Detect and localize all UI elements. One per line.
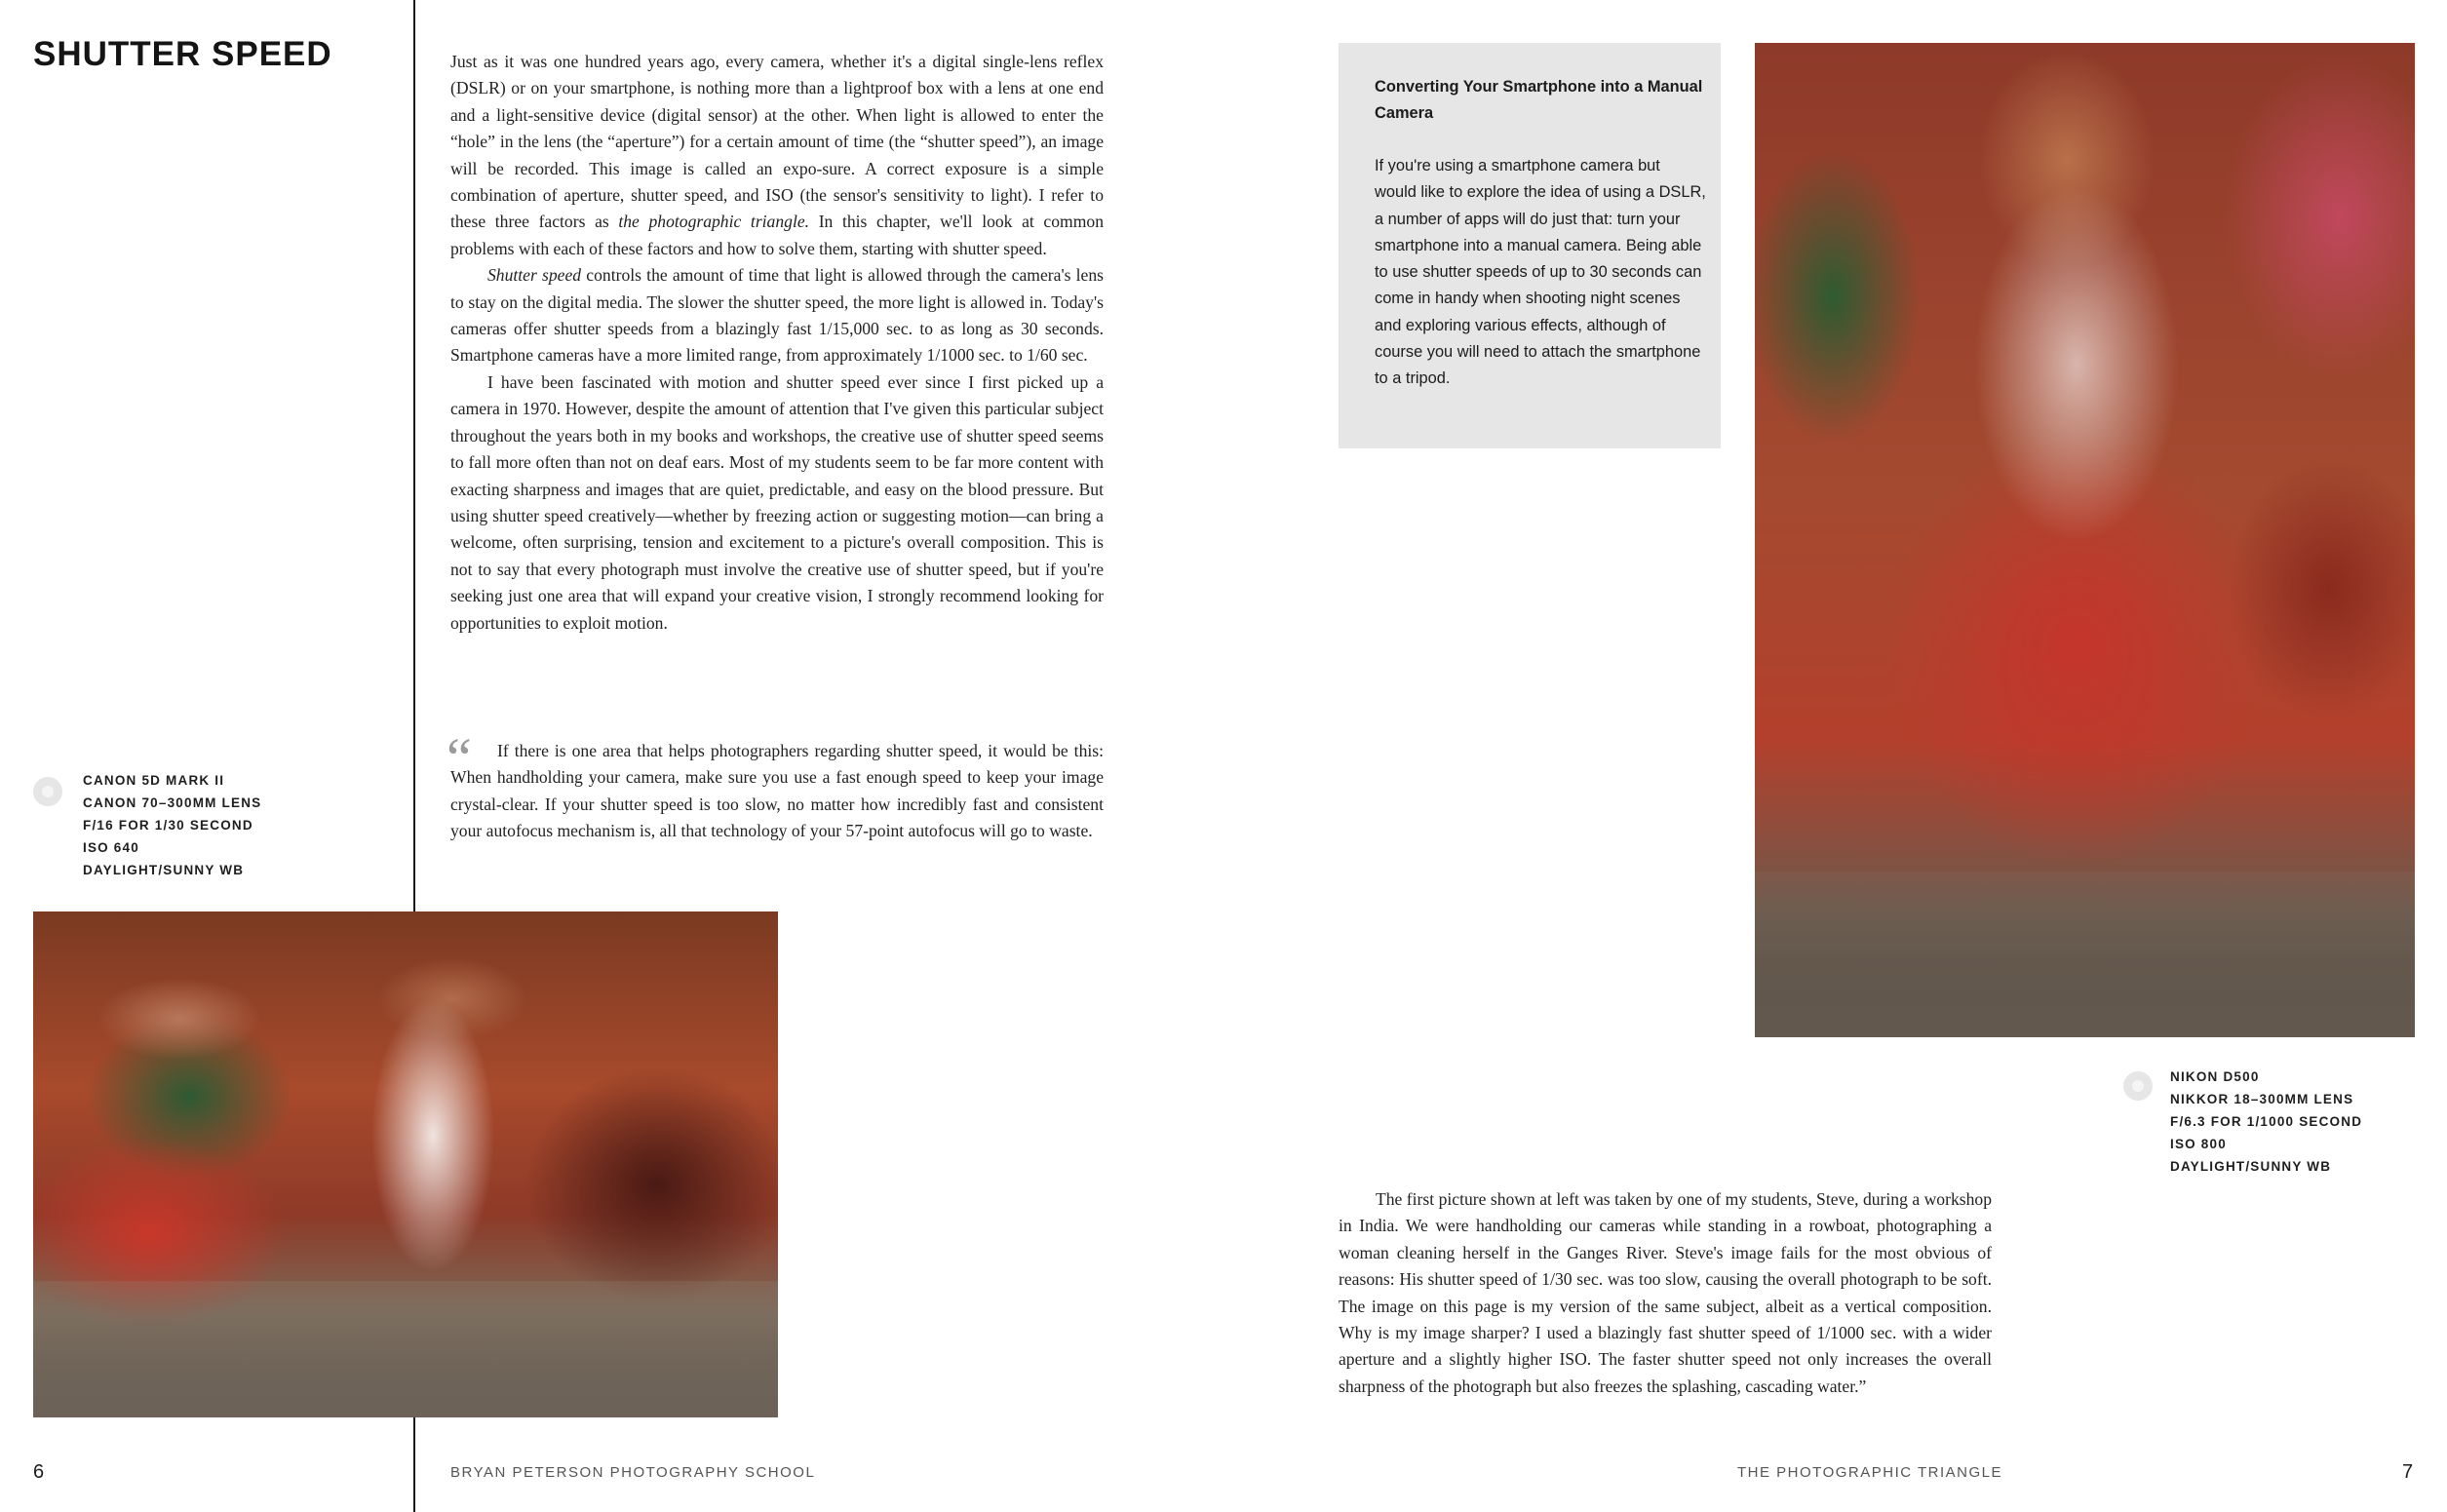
running-head-right: THE PHOTOGRAPHIC TRIANGLE [1737, 1464, 2002, 1481]
sidebar-title: Converting Your Smartphone into a Manual Camera [1375, 78, 1703, 123]
paragraph-intro: Just as it was one hundred years ago, every camera, whether it's a digital single-lens reflex (DSLR) or on your smartphone, is nothing more than a lightproof box with a lens at one end and a light-sensitive device (digital sensor) at the other. When light is allowed to enter the “hole” in the lens (the “aperture”) for a certain amount of time (the “shutter speed”), an image will be recorded. This image is called an expo-sure. A correct exposure is a simple combination of aperture, shutter speed, and ISO (the sensor's sensitivity to light). I refer to these three factors as the photographic triangle. In this chapter, we'll look at common problems with each of these factors and how to solve them, starting with shutter speed. [450, 52, 1105, 258]
sidebar-body: If you're using a smartphone camera but would like to explore the idea of using a DSLR, a number of apps will do just that: turn your smartphone into a manual camera. Being able to use shutter speeds of up to 30 seconds can come in handy when shooting night scenes and exploring various effects, although of course you will need to attach the smartphone to a tripod. [1375, 157, 1706, 388]
camera-settings-right: NIKON D500 NIKKOR 18–300MM LENS F/6.3 FOR 1/1000 SECOND ISO 800 DAYLIGHT/SUNNY WB [2170, 1069, 2363, 1174]
page-number-left: 6 [33, 1461, 45, 1483]
paragraph-comparison: The first picture shown at left was taken by one of my students, Steve, during a workshop in India. We were handholding our cameras while standing in a rowboat, photographing a woman cleaning herself in the Ganges River. Steve's image fails for the most obvious of reasons: His shutter speed of 1/30 sec. was too slow, causing the overall photograph to be soft. The image on this page is my version of the same subject, albeit as a vertical composition. Why is my image sharper? I used a blazingly fast shutter speed of 1/1000 sec. with a wider aperture and a slightly higher ISO. The faster shutter speed not only increases the overall sharpness of the photograph but also freezes the splashing, cascading water.” [1339, 1189, 1992, 1396]
body-text-right [1339, 1186, 1992, 1400]
camera-info-icon [2123, 1071, 2153, 1101]
photo-woman-splashing-sharp [1755, 43, 2415, 1037]
photo-water [33, 1281, 778, 1417]
photo-woman-splashing-soft [33, 911, 778, 1417]
page-number-right: 7 [2402, 1461, 2414, 1483]
camera-info-icon [33, 777, 62, 806]
paragraph-motion: I have been fascinated with motion and shutter speed ever since I first picked up a camera in 1970. However, despite the amount of attention that I've given this particular subject throughout the years both in my books and workshops, the creative use of shutter speed seems to fall more often than not on deaf ears. Most of my students seem to be far more content with exacting sharpness and images that are quiet, predictable, and easy on the blood pressure. But using shutter speed creatively—whether by freezing action or suggesting motion—can bring a welcome, often surprising, tension and excitement to a picture's overall composition. This is not to say that every photograph must involve the creative use of shutter speed, but if you're seeking just one area that will expand your creative vision, I strongly recommend looking for opportunities to exploit motion. [450, 371, 1104, 633]
body-text-left [450, 49, 1104, 637]
italic-term: Shutter speed [487, 265, 582, 286]
chapter-title: SHUTTER SPEED [33, 35, 332, 73]
running-head-left: BRYAN PETERSON PHOTOGRAPHY SCHOOL [450, 1464, 816, 1481]
italic-term: the photographic triangle. [618, 212, 810, 232]
paragraph-shutter-speed: Shutter speed controls the amount of time that light is allowed through the camera's lens to stay on the digital media. The slower the shutter speed, the more light is allowed in. Today's cameras offer shutter speeds from a blazingly fast 1/15,000 sec. to as long as 30 seconds. Smartphone cameras have a more limited range, from approximately 1/1000 sec. to 1/60 sec. [450, 265, 1104, 366]
pull-quote: If there is one area that helps photographers regarding shutter speed, it would be this: When handholding your camera, make sure you use a fast enough speed to keep your image crystal-clear. If your shutter speed is too slow, no matter how incredibly fast and consistent your autofocus mechanism is, all that technology of your 57-point autofocus will go to waste. [450, 741, 1104, 841]
photo-water [1755, 872, 2415, 1037]
quote-mark-icon: “ [447, 726, 472, 790]
camera-settings-left: CANON 5D MARK II CANON 70–300MM LENS F/16 FOR 1/30 SECOND ISO 640 DAYLIGHT/SUNNY WB [83, 773, 262, 877]
